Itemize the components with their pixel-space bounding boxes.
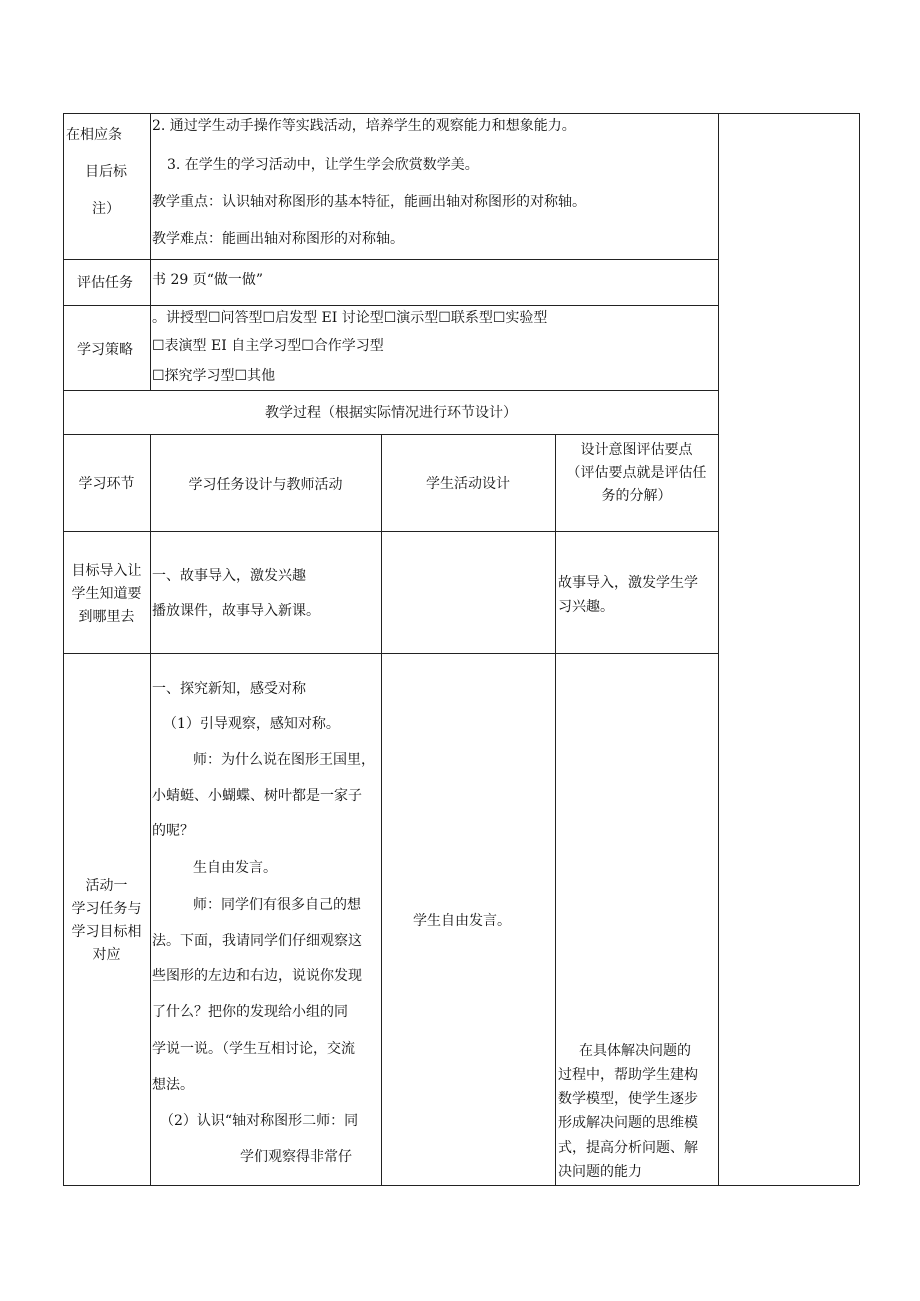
header-task: 学习任务设计与教师活动 bbox=[188, 477, 343, 493]
activity-design-line-4: 形成解决问题的思维模 bbox=[558, 1115, 698, 1131]
goal-note-label-line-3: 注） bbox=[92, 201, 120, 217]
header-design-line-2: （评估要点就是评估任 bbox=[566, 465, 707, 481]
process-title: 教学过程（根据实际情况进行环节设计） bbox=[265, 405, 517, 421]
header-student: 学生活动设计 bbox=[426, 476, 510, 492]
activity-task-line-2: （1）引导观察，感知对称。 bbox=[163, 716, 340, 732]
intro-label-line-2: 学生知道要 bbox=[71, 586, 142, 602]
goal-note-label-line-2: 目后标 bbox=[85, 164, 127, 180]
goal-content-line-1: 2. 通过学生动手操作等实践活动，培养学生的观察能力和想象能力。 bbox=[152, 118, 576, 134]
activity-task-line-8: 法。下面，我请同学们仔细观察这 bbox=[152, 933, 362, 949]
activity-design-line-2: 过程中，帮助学生建构 bbox=[558, 1067, 698, 1083]
goal-note-label-line-1: 在相应条 bbox=[66, 127, 122, 143]
col-divider-student bbox=[555, 434, 556, 1185]
activity-task-line-14: 学们观察得非常仔 bbox=[240, 1149, 352, 1165]
activity-label-line-1: 活动一 bbox=[85, 878, 128, 894]
row-divider-4 bbox=[63, 434, 719, 435]
intro-label-line-3: 到哪里去 bbox=[78, 609, 135, 625]
col-divider-task bbox=[381, 434, 382, 1185]
strategy-line-1: 。讲授型☐问答型☐启发型 EI 讨论型☐演示型☐联系型☐实验型 bbox=[152, 310, 548, 326]
row-divider-3 bbox=[63, 390, 719, 391]
row-divider-1 bbox=[63, 259, 719, 260]
intro-design-line-1: 故事导入，激发学生学 bbox=[558, 575, 698, 591]
header-stage: 学习环节 bbox=[78, 476, 135, 492]
intro-label-line-1: 目标导入让 bbox=[71, 563, 142, 579]
activity-task-line-1: 一、探究新知，感受对称 bbox=[152, 681, 306, 697]
activity-task-line-13: （2）认识“轴对称图形二师：同 bbox=[160, 1113, 359, 1129]
row-divider-2 bbox=[63, 305, 719, 306]
goal-content-line-2: 3. 在学生的学习活动中，让学生学会欣赏数学美。 bbox=[167, 157, 479, 173]
activity-label-line-2: 学习任务与 bbox=[71, 901, 142, 917]
table-border-left bbox=[63, 113, 64, 1185]
header-design-line-3: 务的分解） bbox=[601, 488, 672, 504]
activity-label-line-3: 学习目标相 bbox=[71, 924, 142, 940]
goal-content-line-3: 教学重点：认识轴对称图形的基本特征，能画出轴对称图形的对称轴。 bbox=[152, 194, 586, 210]
activity-design-line-1: 在具体解决问题的 bbox=[579, 1043, 691, 1059]
col-divider-label bbox=[150, 113, 151, 390]
header-design-line-1: 设计意图评估要点 bbox=[580, 442, 693, 458]
col-divider-design bbox=[718, 113, 719, 1185]
activity-design-line-3: 数学模型，使学生逐步 bbox=[558, 1091, 698, 1107]
row-divider-5 bbox=[63, 531, 719, 532]
eval-label: 评估任务 bbox=[77, 275, 133, 291]
table-border-bottom bbox=[63, 1185, 859, 1186]
col-divider-label-lower bbox=[150, 434, 151, 1185]
table-border-top bbox=[63, 113, 859, 114]
intro-design-line-2: 习兴趣。 bbox=[558, 599, 614, 615]
activity-student: 学生自由发言。 bbox=[413, 913, 511, 929]
activity-design-line-5: 式，提高分析问题、解 bbox=[558, 1140, 698, 1156]
activity-task-line-4: 小蜻蜓、小蝴蝶、树叶都是一家子 bbox=[152, 788, 362, 804]
row-divider-6 bbox=[63, 653, 719, 654]
table-border-right bbox=[859, 113, 860, 1185]
activity-task-line-10: 了什么？把你的发现给小组的同 bbox=[152, 1004, 348, 1020]
intro-task-line-2: 播放课件，故事导入新课。 bbox=[152, 603, 320, 619]
activity-task-line-3: 师：为什么说在图形王国里， bbox=[193, 752, 375, 768]
goal-content-line-4: 教学难点：能画出轴对称图形的对称轴。 bbox=[152, 231, 404, 247]
activity-label-line-4: 对应 bbox=[92, 947, 121, 963]
eval-content: 书 29 页“做一做” bbox=[152, 272, 264, 288]
activity-task-line-12: 想法。 bbox=[152, 1077, 194, 1093]
activity-task-line-9: 些图形的左边和右边，说说你发现 bbox=[152, 968, 362, 984]
strategy-line-3: ☐探究学习型☐其他 bbox=[152, 368, 276, 384]
strategy-label: 学习策略 bbox=[77, 342, 133, 358]
activity-task-line-11: 学说一说。（学生互相讨论，交流 bbox=[152, 1041, 355, 1057]
activity-task-line-6: 生自由发言。 bbox=[193, 860, 277, 876]
strategy-line-2: ☐表演型 EI 自主学习型☐合作学习型 bbox=[152, 338, 384, 354]
activity-design-line-6: 决问题的能力 bbox=[558, 1164, 642, 1180]
intro-task-line-1: 一、故事导入，激发兴趣 bbox=[152, 568, 306, 584]
activity-task-line-7: 师：同学们有很多自己的想 bbox=[193, 897, 361, 913]
activity-task-line-5: 的呢？ bbox=[152, 823, 194, 839]
